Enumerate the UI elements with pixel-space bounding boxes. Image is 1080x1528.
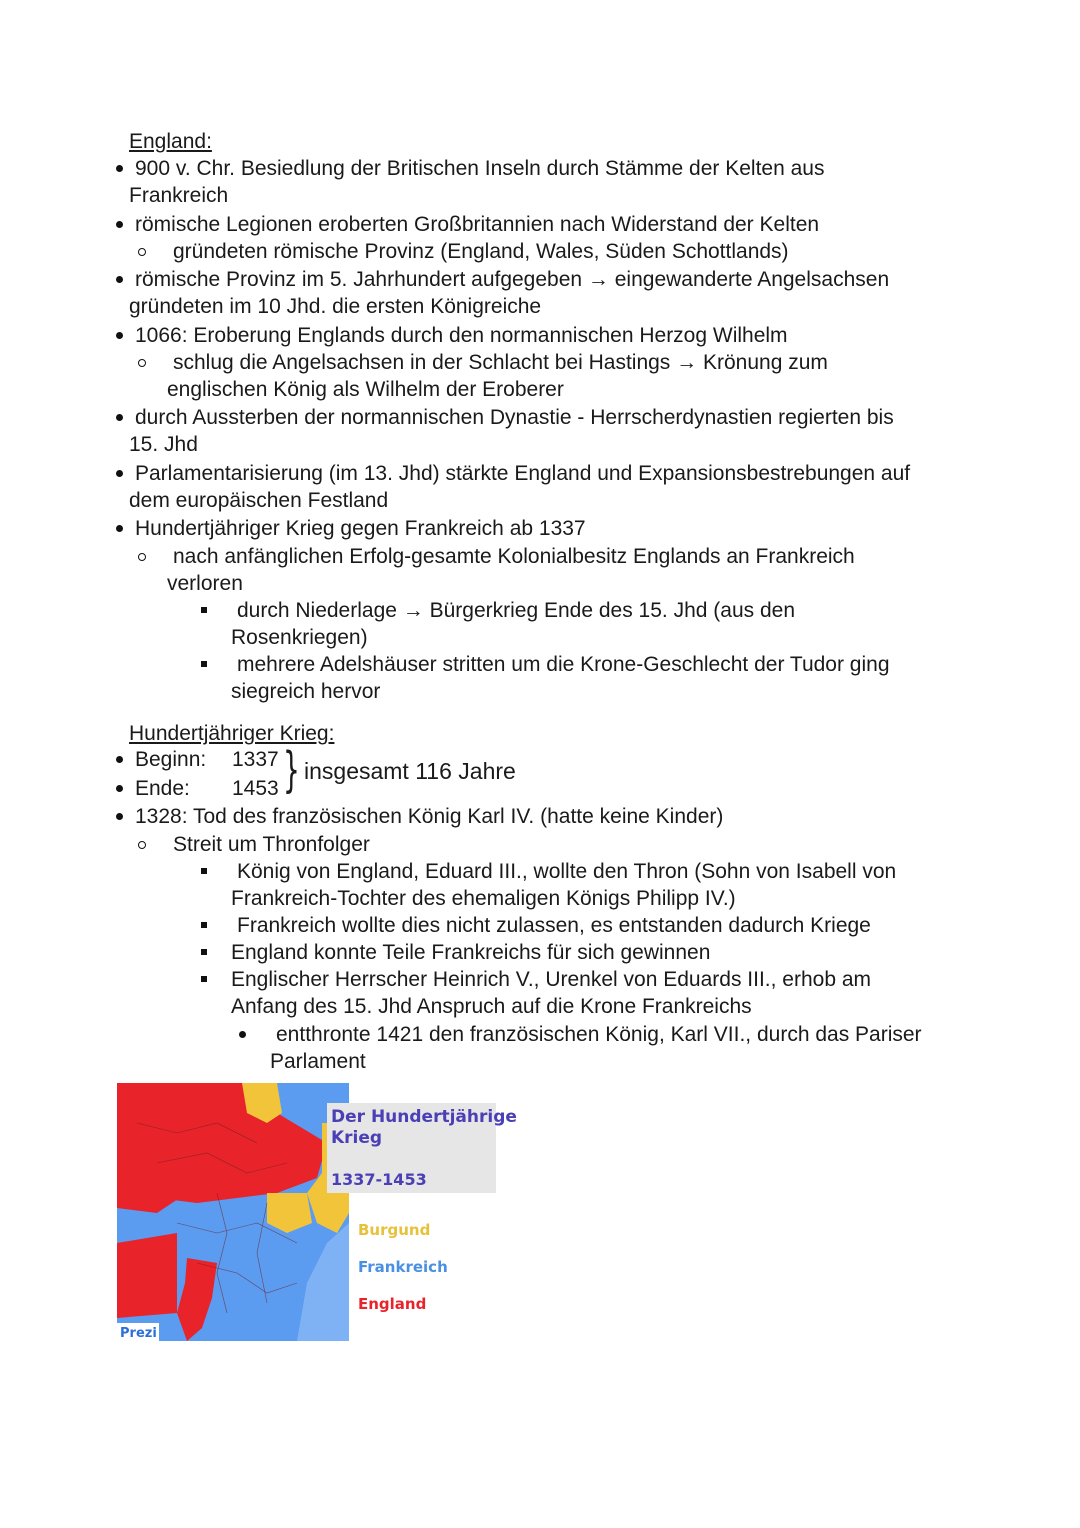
text-line: 15. Jhd [129,433,198,456]
legend-england: England [358,1295,427,1313]
text-line: 1066: Eroberung Englands durch den normannischen Herzog Wilhelm [135,324,788,347]
bullet-square [201,949,207,955]
bullet-circle [138,359,146,367]
text-line: römische Provinz im 5. Jahrhundert aufgegeben → eingewanderte Angelsachsen [135,268,890,291]
bullet-dot [116,276,123,283]
bullet-circle [138,553,146,561]
bullet-dot [116,756,123,763]
text-line: entthronte 1421 den französischen König, Karl VII., durch das Pariser [276,1023,922,1046]
text-line: Englischer Herrscher Heinrich V., Urenkel von Eduards III., erhob am [231,968,872,991]
bullet-square [201,661,207,667]
text-line: Hundertjähriger Krieg gegen Frankreich ab 1337 [135,517,586,540]
text-line: englischen König als Wilhelm der Eroberer [167,378,564,401]
text-line: gründeten römische Provinz (England, Wales, Süden Schottlands) [173,240,789,263]
begin-label: Beginn: [135,748,207,771]
text-line: dem europäischen Festland [129,489,389,512]
bullet-dot [116,221,123,228]
bullet-square [201,922,207,928]
bullet-square [201,976,207,982]
end-year: 1453 [232,777,279,800]
map-title: Der Hundertjährige [331,1107,517,1127]
bullet-square [201,607,207,613]
text-line: durch Aussterben der normannischen Dynastie - Herrscherdynastien regierten bis [135,406,894,429]
end-label: Ende: [135,777,190,800]
text-line: Frankreich [129,184,229,207]
text-line: England konnte Teile Frankreichs für sich gewinnen [231,941,711,964]
map-west-coast [117,1233,177,1318]
text-line: Rosenkriegen) [231,626,368,649]
brace-symbol: } [283,742,300,798]
text-line: König von England, Eduard III., wollte den Thron (Sohn von Isabell von [237,860,897,883]
bullet-dot [116,165,123,172]
text-line: schlug die Angelsachsen in der Schlacht bei Hastings → Krönung zum [173,351,828,374]
legend-burgund: Burgund [358,1221,431,1239]
watermark: Prezi [120,1326,157,1341]
text-line: verloren [167,572,243,595]
legend-frankreich: Frankreich [358,1258,448,1276]
bullet-dot [116,470,123,477]
text-line: gründeten im 10 Jhd. die ersten Königreiche [129,295,542,318]
bullet-circle [138,248,146,256]
text-line: Parlamentarisierung (im 13. Jhd) stärkte England und Expansionsbestrebungen auf [135,462,911,485]
section-heading-england: England: [129,130,212,153]
text-line: Parlament [270,1050,366,1073]
bullet-dot [116,525,123,532]
bullet-dot [239,1031,246,1038]
text-line: nach anfänglichen Erfolg-gesamte Kolonialbesitz Englands an Frankreich [173,545,855,568]
section-heading-war: Hundertjähriger Krieg: [129,722,335,745]
begin-year: 1337 [232,748,279,771]
text-line: 900 v. Chr. Besiedlung der Britischen Inseln durch Stämme der Kelten aus [135,157,825,180]
text-line: Anfang des 15. Jhd Anspruch auf die Krone Frankreichs [231,995,752,1018]
text-line: Frankreich wollte dies nicht zulassen, es entstanden dadurch Kriege [237,914,871,937]
war-duration: insgesamt 116 Jahre [304,758,516,784]
bullet-dot [116,332,123,339]
text-line: Frankreich-Tochter des ehemaligen Königs Philipp IV.) [231,887,736,910]
bullet-dot [116,414,123,421]
map-years: 1337-1453 [331,1170,427,1189]
text-line: 1328: Tod des französischen König Karl IV. (hatte keine Kinder) [135,805,724,828]
map-title-line2: Krieg [331,1128,383,1148]
bullet-circle [138,841,146,849]
hundred-years-war-map [117,1083,349,1341]
bullet-square [201,868,207,874]
bullet-dot [116,785,123,792]
map-image [117,1083,349,1341]
text-line: Streit um Thronfolger [173,833,370,856]
text-line: durch Niederlage → Bürgerkrieg Ende des 15. Jhd (aus den [237,599,795,622]
text-line: mehrere Adelshäuser stritten um die Krone-Geschlecht der Tudor ging [237,653,890,676]
bullet-dot [116,813,123,820]
text-line: siegreich hervor [231,680,381,703]
text-line: römische Legionen eroberten Großbritannien nach Widerstand der Kelten [135,213,820,236]
